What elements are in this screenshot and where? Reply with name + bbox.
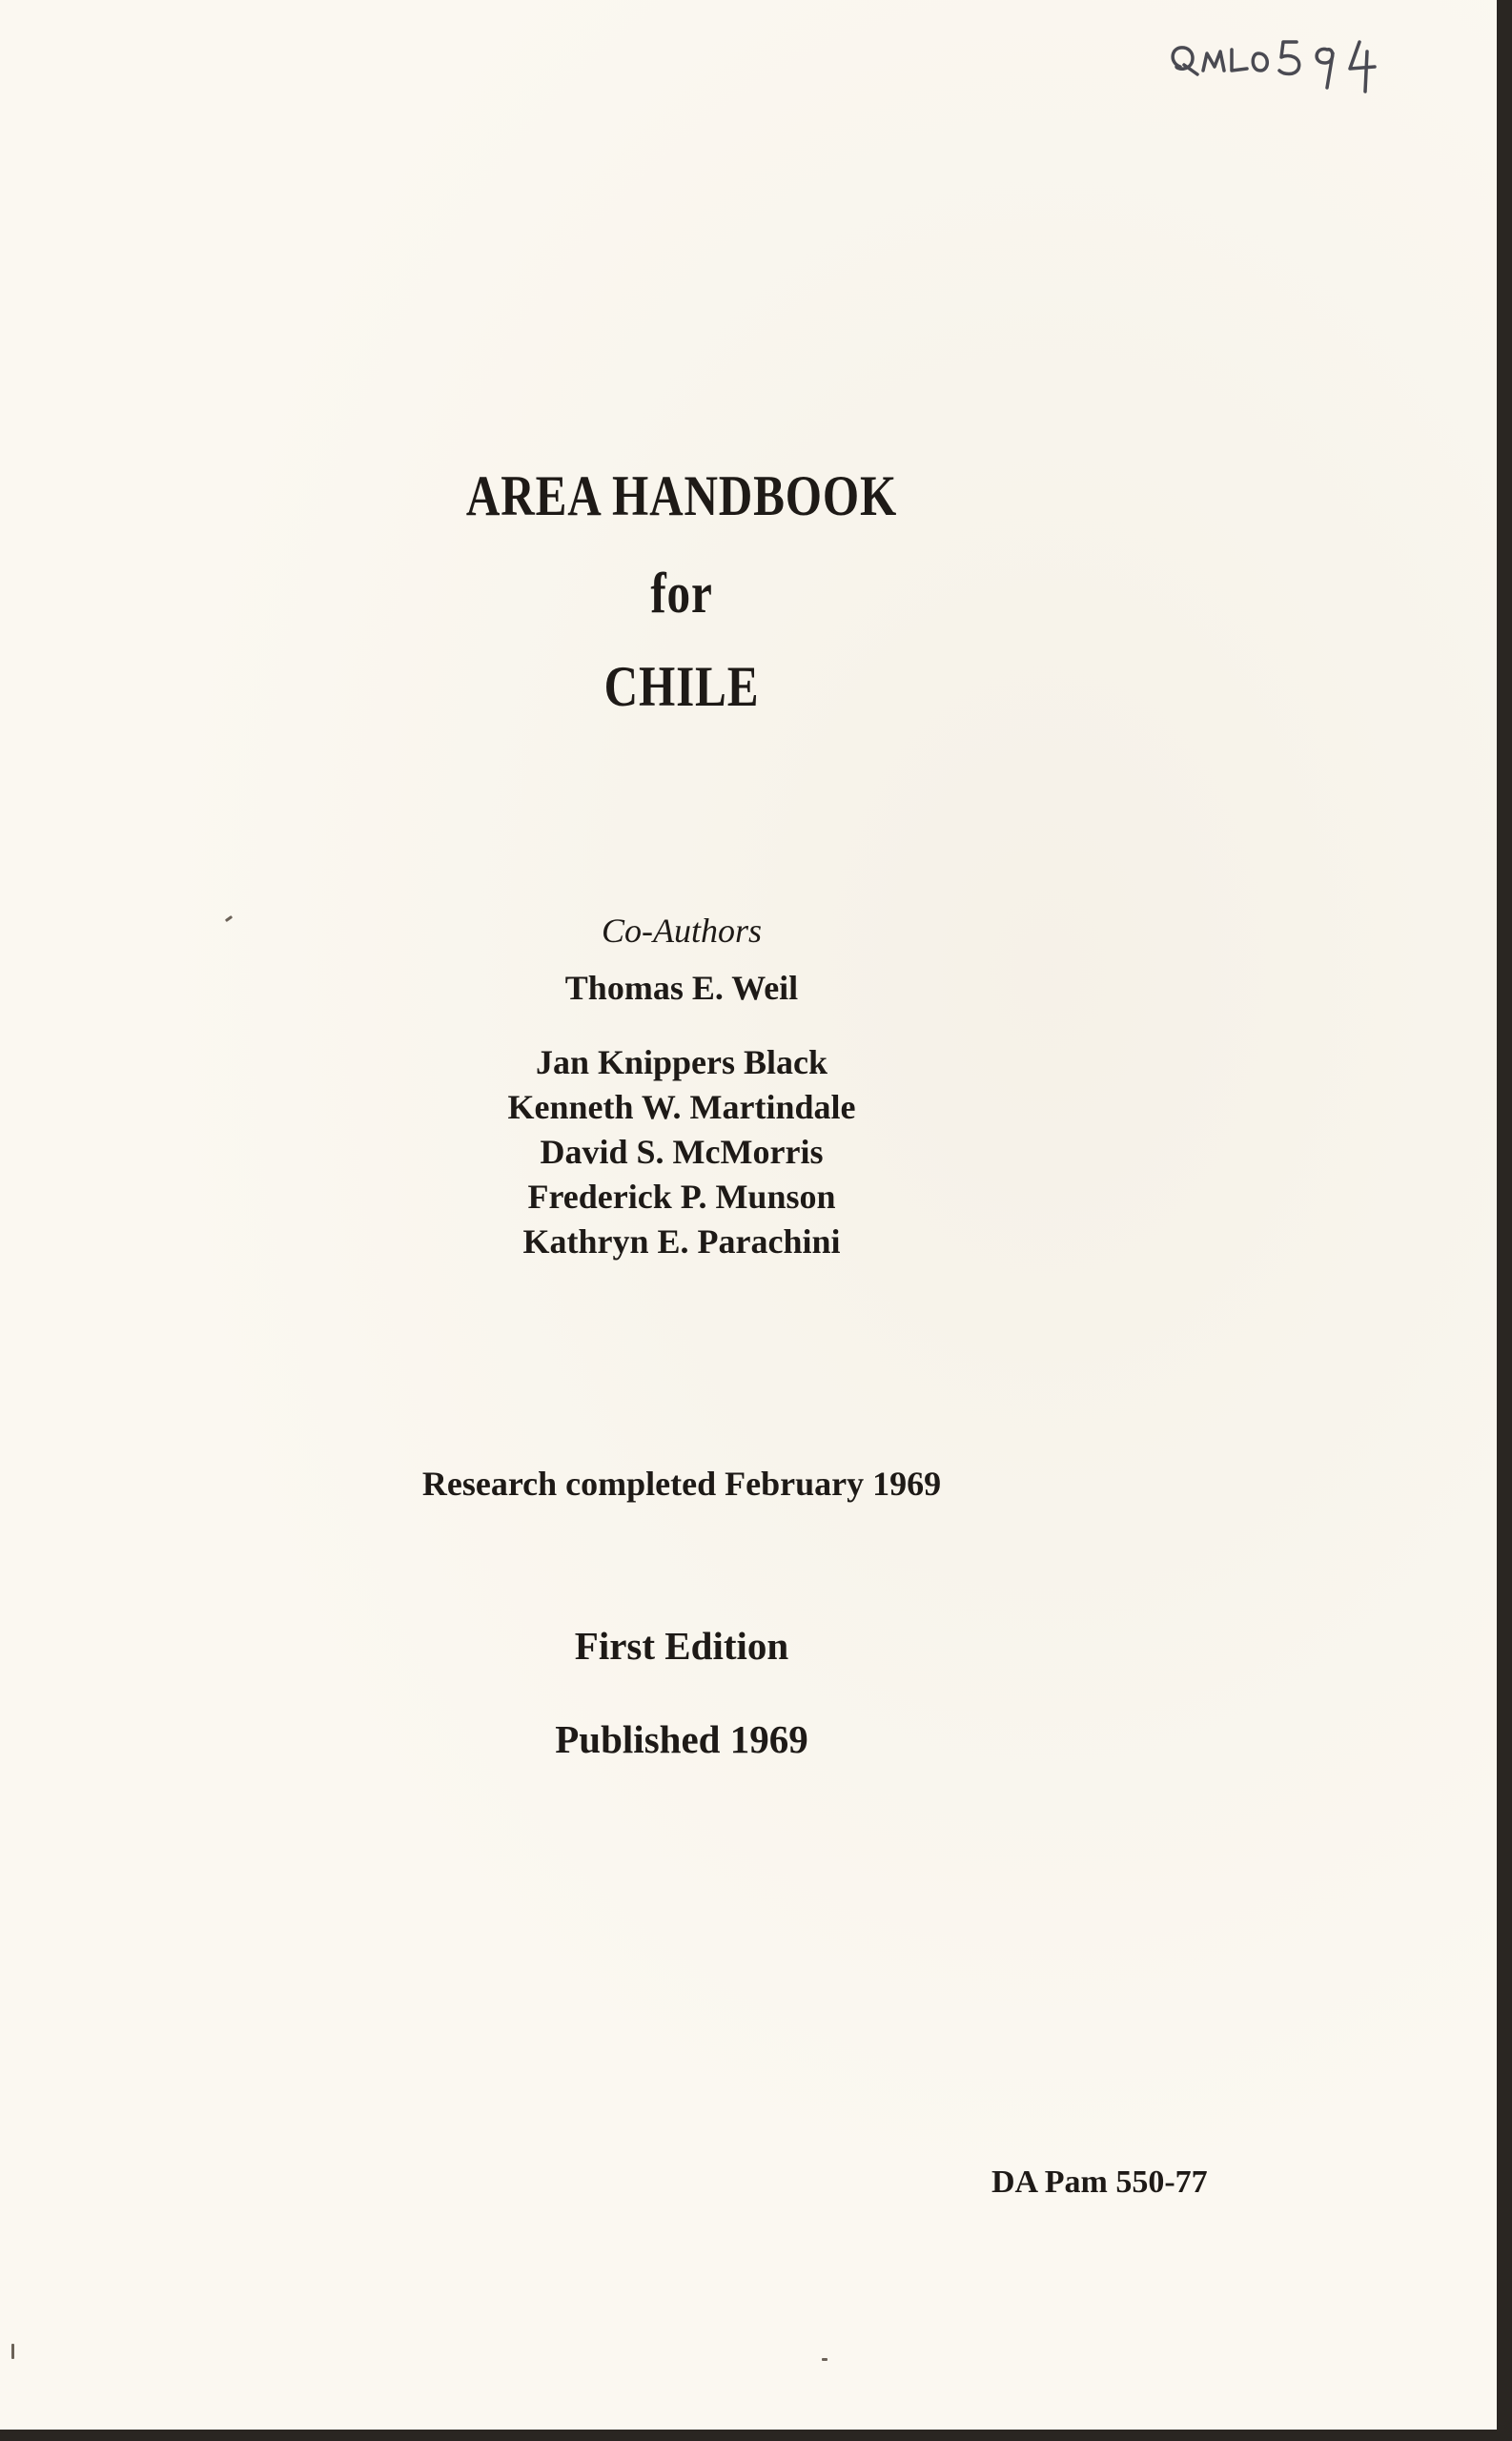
paper-speck: [822, 2358, 828, 2361]
title-line-area-handbook: AREA HANDBOOK: [465, 464, 898, 527]
author-name: Kathryn E. Parachini: [522, 1222, 841, 1261]
title-line-for: for: [650, 562, 713, 625]
author-name: Frederick P. Munson: [527, 1178, 836, 1216]
published-year: Published 1969: [555, 1717, 808, 1761]
coauthors-label: Co-Authors: [601, 912, 762, 950]
edition-label: First Edition: [574, 1624, 789, 1668]
title-line-chile: CHILE: [603, 655, 760, 718]
author-name: Kenneth W. Martindale: [507, 1088, 856, 1126]
paper-speck: [11, 2344, 14, 2359]
pamphlet-number: DA Pam 550-77: [991, 2164, 1208, 2200]
handwritten-catalog-number: [1163, 29, 1430, 105]
author-name: David S. McMorris: [540, 1133, 824, 1171]
research-completed-note: Research completed February 1969: [421, 1465, 942, 1503]
author-name: Thomas E. Weil: [564, 969, 799, 1007]
author-name: Jan Knippers Black: [535, 1043, 828, 1081]
